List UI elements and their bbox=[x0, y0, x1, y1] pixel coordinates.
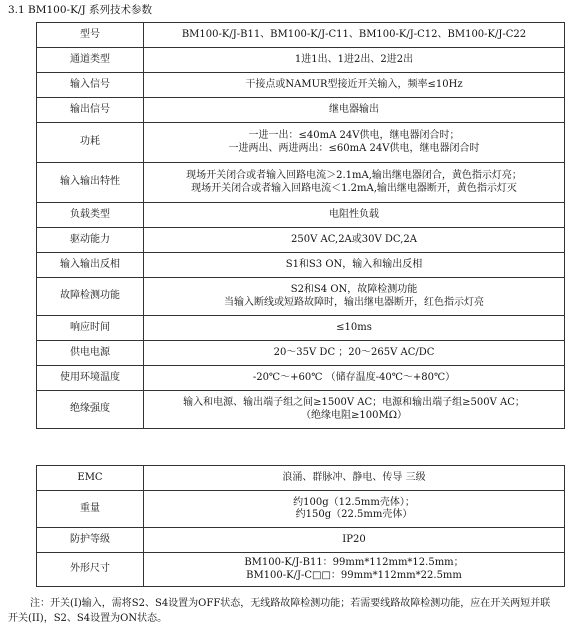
spec-row bbox=[37, 553, 565, 587]
spec-value bbox=[144, 163, 565, 203]
spec-value-line: 当输入断线或短路故障时，输出继电器断开，红色指示灯亮 bbox=[224, 296, 484, 308]
spec-value-line: 约150g（22.5mm壳体） bbox=[295, 509, 413, 520]
spec-value-line: 一进两出、两进两出：≤60mA 24V供电，继电器闭合时 bbox=[228, 142, 480, 154]
spec-label: 重量 bbox=[37, 491, 144, 528]
spec-label: 输入信号 bbox=[37, 73, 144, 98]
spec-table-extra bbox=[36, 465, 565, 587]
spec-row bbox=[37, 466, 565, 491]
spec-value-line: 电阻性负载 bbox=[329, 208, 379, 220]
spec-value-line: -20℃～+60℃ （储存温度-40℃～+80℃） bbox=[252, 371, 456, 383]
spec-label: 驱动能力 bbox=[37, 228, 144, 253]
spec-label: 输入输出反相 bbox=[37, 253, 144, 278]
spec-row bbox=[37, 253, 565, 278]
spec-row bbox=[37, 123, 565, 163]
spec-value bbox=[144, 253, 565, 278]
spec-row bbox=[37, 23, 565, 48]
spec-label: 响应时间 bbox=[37, 316, 144, 341]
spec-value-line: 250V AC,2A或30V DC,2A bbox=[291, 233, 417, 245]
spec-value bbox=[144, 466, 565, 491]
spec-value bbox=[144, 98, 565, 123]
spec-label: EMC bbox=[37, 466, 144, 491]
spec-label: 负载类型 bbox=[37, 203, 144, 228]
spec-value-line: BM100-K/J-B11：99mm*112mm*12.5mm； bbox=[244, 557, 464, 568]
spec-row bbox=[37, 278, 565, 316]
spec-value bbox=[144, 203, 565, 228]
spec-value bbox=[144, 391, 565, 429]
spec-row bbox=[37, 98, 565, 123]
spec-label: 绝缘强度 bbox=[37, 391, 144, 429]
spec-value bbox=[144, 553, 565, 587]
spec-value-line: 现场开关闭合或者输入回路电流＜1.2mA,输出继电器断开，黄色指示灯灭 bbox=[191, 182, 517, 194]
section-title: 3.1 BM100-K/J 系列技术参数 bbox=[8, 4, 153, 16]
spec-label: 型号 bbox=[37, 23, 144, 48]
spec-value bbox=[144, 123, 565, 163]
spec-label: 通道类型 bbox=[37, 48, 144, 73]
spec-label: 输入输出特性 bbox=[37, 163, 144, 203]
spec-value bbox=[144, 528, 565, 553]
spec-row bbox=[37, 391, 565, 429]
spec-value-line: S2和S4 ON，故障检测功能 bbox=[290, 284, 418, 295]
spec-value-line: （绝缘电阻≥100MΩ） bbox=[301, 409, 407, 421]
spec-value bbox=[144, 23, 565, 48]
spec-value bbox=[144, 316, 565, 341]
spec-value-line: 一进一出：≤40mA 24V供电，继电器闭合时； bbox=[248, 130, 460, 141]
spec-value-line: 现场开关闭合或者输入回路电流＞2.1mA,输出继电器闭合，黄色指示灯亮； bbox=[186, 170, 522, 181]
spec-value-line: 浪涌、群脉冲、静电、传导 三级 bbox=[282, 471, 426, 483]
spec-value-line: BM100-K/J-B11、BM100-K/J-C11、BM100-K/J-C12、BM100-K/J-C22 bbox=[181, 28, 527, 40]
spec-value-line: 输入和电源、输出端子组之间≥1500V AC；电源和输出端子组≥500V AC； bbox=[183, 397, 525, 408]
spec-row bbox=[37, 228, 565, 253]
spec-value-line: ≤10ms bbox=[336, 321, 372, 333]
spec-value bbox=[144, 278, 565, 316]
spec-label: 输出信号 bbox=[37, 98, 144, 123]
spec-value-line: 1进1出、1进2出、2进2出 bbox=[294, 53, 414, 65]
spec-row bbox=[37, 316, 565, 341]
spec-row bbox=[37, 366, 565, 391]
spec-value-line: 约100g（12.5mm壳体）； bbox=[293, 496, 415, 508]
spec-value-line: S1和S3 ON，输入和输出反相 bbox=[285, 258, 423, 270]
spec-value bbox=[144, 228, 565, 253]
spec-row bbox=[37, 491, 565, 528]
spec-value-line: BM100-K/J-C□□：99mm*112mm*22.5mm bbox=[246, 569, 462, 581]
spec-row bbox=[37, 528, 565, 553]
spec-value-line: 干接点或NAMUR型接近开关输入，频率≤10Hz bbox=[245, 78, 463, 90]
spec-label: 故障检测功能 bbox=[37, 278, 144, 316]
spec-label: 外形尺寸 bbox=[37, 553, 144, 587]
spec-label: 使用环境温度 bbox=[37, 366, 144, 391]
spec-row bbox=[37, 341, 565, 366]
spec-value bbox=[144, 491, 565, 528]
spec-row bbox=[37, 203, 565, 228]
spec-value bbox=[144, 366, 565, 391]
spec-value bbox=[144, 341, 565, 366]
spec-row bbox=[37, 48, 565, 73]
spec-label: 功耗 bbox=[37, 123, 144, 163]
spec-value-line: IP20 bbox=[342, 533, 366, 545]
spec-label: 供电电源 bbox=[37, 341, 144, 366]
footnote: 注：开关(I)输入，需将S2、S4设置为OFF状态，无线路故障检测功能；若需要线路故障检测功能，应在开关两短并联开关(II)，S2、S4设置为ON状态。 bbox=[8, 598, 551, 624]
spec-table-main bbox=[36, 22, 565, 429]
spec-value-line: 继电器输出 bbox=[329, 103, 379, 115]
spec-label: 防护等级 bbox=[37, 528, 144, 553]
spec-value bbox=[144, 73, 565, 98]
spec-row bbox=[37, 163, 565, 203]
spec-row bbox=[37, 73, 565, 98]
spec-value bbox=[144, 48, 565, 73]
spec-value-line: 20～35V DC ；20～265V AC/DC bbox=[273, 346, 435, 358]
